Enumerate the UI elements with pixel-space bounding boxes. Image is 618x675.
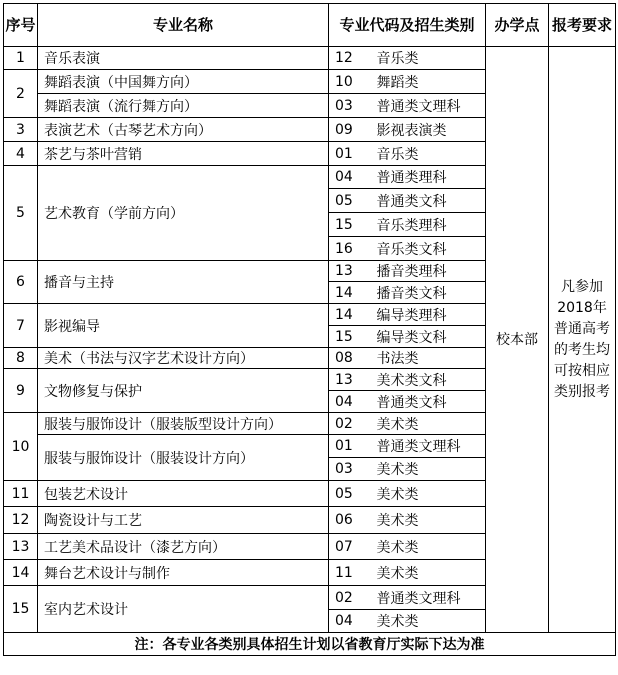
header-campus: 办学点 [486, 4, 549, 47]
requirement-cell: 凡参加2018年普通高考的考生均可按相应类别报考 [549, 47, 616, 633]
major-code: 04 [329, 166, 371, 189]
major-code: 16 [329, 237, 371, 261]
major-code: 12 [329, 47, 371, 70]
enrollment-category: 普通类文理科 [371, 586, 486, 610]
major-name: 服装与服饰设计（服装设计方向） [38, 435, 329, 481]
enrollment-category: 美术类 [371, 413, 486, 435]
footnote: 注：各专业各类别具体招生计划以省教育厅实际下达为准 [4, 633, 616, 656]
major-code: 04 [329, 391, 371, 413]
major-code: 09 [329, 118, 371, 142]
enrollment-category: 美术类 [371, 507, 486, 534]
enrollment-category: 编导类文科 [371, 326, 486, 348]
enrollment-category: 音乐类文科 [371, 237, 486, 261]
major-code: 15 [329, 213, 371, 237]
row-index: 12 [4, 507, 38, 534]
row-index: 2 [4, 70, 38, 118]
major-code: 01 [329, 142, 371, 166]
major-code: 14 [329, 304, 371, 326]
major-code: 06 [329, 507, 371, 534]
row-index: 11 [4, 481, 38, 507]
enrollment-category: 美术类 [371, 458, 486, 481]
row-index: 6 [4, 261, 38, 304]
major-code: 11 [329, 560, 371, 586]
major-code: 10 [329, 70, 371, 94]
major-name: 服装与服饰设计（服装版型设计方向） [38, 413, 329, 435]
enrollment-category: 美术类 [371, 610, 486, 633]
major-code: 13 [329, 369, 371, 391]
major-code: 04 [329, 610, 371, 633]
major-code: 15 [329, 326, 371, 348]
note-row [4, 633, 616, 656]
enrollment-category: 普通类文科 [371, 391, 486, 413]
campus-cell: 校本部 [486, 47, 549, 633]
major-name: 播音与主持 [38, 261, 329, 304]
enrollment-category: 普通类文科 [371, 189, 486, 213]
header-row [4, 4, 616, 47]
major-code: 08 [329, 348, 371, 369]
enrollment-category: 音乐类 [371, 142, 486, 166]
row-index: 4 [4, 142, 38, 166]
major-code: 05 [329, 189, 371, 213]
row-index: 14 [4, 560, 38, 586]
major-code: 02 [329, 586, 371, 610]
row-index: 15 [4, 586, 38, 633]
header-index: 序号 [4, 4, 38, 47]
major-code: 03 [329, 458, 371, 481]
enrollment-category: 书法类 [371, 348, 486, 369]
major-code: 02 [329, 413, 371, 435]
enrollment-category: 编导类理科 [371, 304, 486, 326]
major-name: 美术（书法与汉字艺术设计方向） [38, 348, 329, 369]
major-name: 影视编导 [38, 304, 329, 348]
row-index: 10 [4, 413, 38, 481]
enrollment-category: 普通类文理科 [371, 435, 486, 458]
header-major: 专业名称 [38, 4, 329, 47]
row-index: 3 [4, 118, 38, 142]
enrollment-category: 音乐类 [371, 47, 486, 70]
major-name: 舞蹈表演（流行舞方向） [38, 94, 329, 118]
row-index: 7 [4, 304, 38, 348]
table-row [4, 47, 616, 70]
major-name: 包装艺术设计 [38, 481, 329, 507]
row-index: 8 [4, 348, 38, 369]
enrollment-category: 美术类 [371, 560, 486, 586]
enrollment-category: 普通类文理科 [371, 94, 486, 118]
enrollment-category: 影视表演类 [371, 118, 486, 142]
row-index: 1 [4, 47, 38, 70]
enrollment-category: 美术类 [371, 534, 486, 560]
row-index: 5 [4, 166, 38, 261]
major-code: 05 [329, 481, 371, 507]
admissions-table [3, 3, 616, 656]
major-name: 工艺美术品设计（漆艺方向） [38, 534, 329, 560]
major-name: 陶瓷设计与工艺 [38, 507, 329, 534]
row-index: 9 [4, 369, 38, 413]
major-name: 表演艺术（古琴艺术方向） [38, 118, 329, 142]
enrollment-category: 美术类文科 [371, 369, 486, 391]
major-code: 03 [329, 94, 371, 118]
major-name: 音乐表演 [38, 47, 329, 70]
row-index: 13 [4, 534, 38, 560]
enrollment-category: 播音类文科 [371, 282, 486, 304]
enrollment-category: 舞蹈类 [371, 70, 486, 94]
major-code: 01 [329, 435, 371, 458]
major-name: 茶艺与茶叶营销 [38, 142, 329, 166]
enrollment-category: 美术类 [371, 481, 486, 507]
header-requirement: 报考要求 [549, 4, 616, 47]
major-name: 室内艺术设计 [38, 586, 329, 633]
major-code: 14 [329, 282, 371, 304]
major-name: 舞蹈表演（中国舞方向） [38, 70, 329, 94]
enrollment-category: 播音类理科 [371, 261, 486, 282]
major-name: 舞台艺术设计与制作 [38, 560, 329, 586]
major-name: 文物修复与保护 [38, 369, 329, 413]
major-code: 13 [329, 261, 371, 282]
header-code-category: 专业代码及招生类别 [329, 4, 486, 47]
major-name: 艺术教育（学前方向） [38, 166, 329, 261]
enrollment-category: 普通类理科 [371, 166, 486, 189]
enrollment-category: 音乐类理科 [371, 213, 486, 237]
major-code: 07 [329, 534, 371, 560]
